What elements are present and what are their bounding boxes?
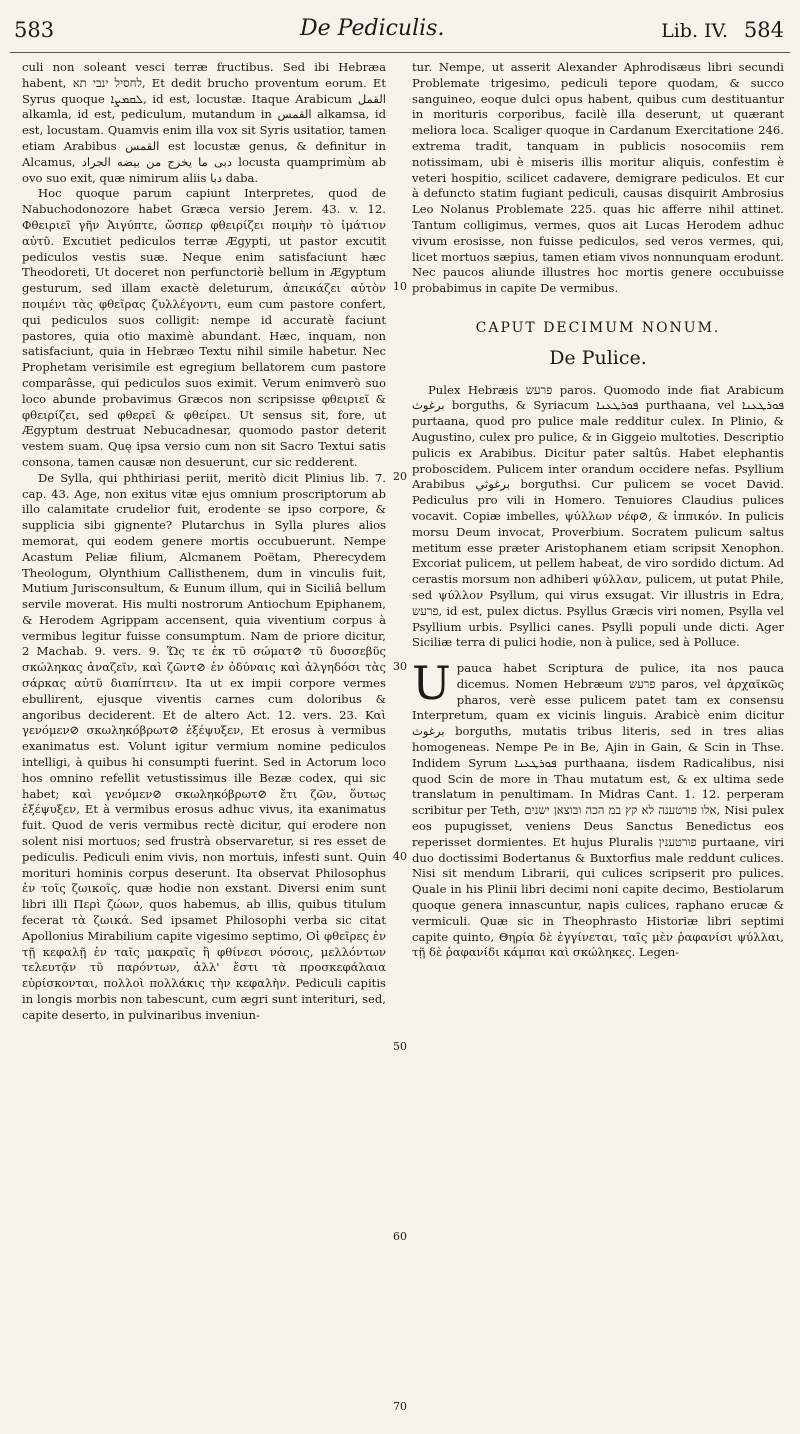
page-number-left: 583 — [14, 18, 55, 42]
chapter-summary: Pulex Hebræis פרעש paros. Quomodo inde fiat Arabicum برغوث borguths, & Syriacum ܦܘܪܛܥܢܐ purthaana, vel ܦܘܪܛܥܢܐ purtaana, quod pro pulice male redditur culex. In Plinio, & Augustino, culex pro pulice, & in Giggeio multoties. Descriptio pulicis ex Arabibus. Dicitur pater saltûs. Habet elephantis proboscidem. Pulicem inter orandum occidere nefas. Psyllium Arabibus برغوثي borguthsi. Cur pulicem se vocet David. Pediculus pro vili in Homero. Tenuiores Claudius pulices vocavit. Copiæ imbelles, ψύλλων νέφ⊘, & ἱππικόν. In pulicis morsu Deum invocat, Proverbium. Socratem pulicum saltus metitum esse præter Aristophanem etiam scripsit Xenophon. Excoriat pulicem, ut pellem habeat, de viro sordido dictum. Ad cerastis morsum non adhiberi ψύλλαν, pulicem, ut putat Phile, sed ψύλλον Psyllum, qui virus exsugat. Vir illustris in Edra, פרעש, id est, pulex dictus. Psyllus Græcis viri nomen, Psylla vel Psyllium urbis. Psyllici canes. Psylli populi unde dicti. Ager Siciliæ terra di pulici hodie, non à pulice, sed à Polluce. — [412, 382, 785, 650]
page-number-right: 584 — [743, 18, 784, 42]
right-column — [412, 60, 784, 961]
running-header — [0, 12, 800, 52]
chapter-text — [412, 656, 784, 961]
book-number: Lib. IV. — [661, 20, 728, 42]
drop-cap: U — [412, 656, 451, 711]
line-number: 60 — [393, 1230, 407, 1243]
running-title: De Pediculis. — [300, 16, 445, 41]
line-number: 40 — [393, 850, 407, 863]
chapter-subtitle: De Pulice. — [549, 346, 647, 369]
line-number: 20 — [393, 470, 407, 483]
chapter-title: CAPUT DECIMUM NONUM. — [475, 319, 721, 336]
left-column — [22, 60, 386, 1024]
paragraph: tur. Nempe, ut asserit Alexander Aphrodisæus libri secundi Problemate trigesimo, pediculi tepore quodam, & succo sanguineo, eoque dulci opus habent, quibus cum destituantur in morituris corporibus, facilè illa deserunt, ut quærant meliora loca. Scaliger quoque in Cardanum Exercitatione 246. extrema tradit, tanquam in publicis nosocomiis rem notissimam, ubi è miseris illis moritur aliquis, confestim è veteri hospitio, scilicet cadavere, demigrare pediculos. Et cur à defuncto statim fugiant pediculi, causas disquirit Ambrosius Leo Nolanus Problemate 225. quas hic afferre nihil attinet. Tantum colligimus, vermes, quos ait Lucas Herodem adhuc vivum erosisse, non fuisse pediculos, sed veros vermes, qui, licet mortuos sæpius, tamen etiam vivos nonnunquam erodunt. Nec paucos aliunde illustres hoc mortis genere occubuisse probabimus in capite De vermibus. — [412, 60, 784, 296]
line-number: 10 — [393, 280, 407, 293]
line-number: 30 — [393, 660, 407, 673]
paragraph: De Sylla, qui phthiriasi periit, meritò dicit Plinius lib. 7. cap. 43. Age, non exitus vitæ ejus omnium proscriptorum ab illo calamitate crudelior fuit, erodente se ipso corpore, & supplicia sibi gignente? Plutarchus in Sylla plures alios memorat, qui eodem genere mortis occubuerunt. Nempe Acastum Peliæ filium, Alcmanem Poëtam, Pherecydem Theologum, Olynthium Callisthenem, dum in vinculis fuit, Mutium Jurisconsultum, & Eunum illum, qui in Siciliâ bellum servile moverat. His multi nostrorum Antiochum Epiphanem, & Herodem Agrippam accensent, quia viventium corpus à vermibus legitur fuisse consumptum. Nam de priore dicitur, 2 Machab. 9. vers. 9. Ὥς τε ἐκ τῦ σώματ⊘ τῦ δυσσεβῦς σκώληκας ἀναζεῖν, καὶ ζῶντ⊘ ἐν ὀδύναις καὶ ἀλγηδόσι τὰς σάρκας αὐτῦ διαπίπτειν. Ita ut ex impii corpore vermes ebullirent, ejusque viventis carnes cum doloribus & angoribus deciderent. Et de altero Act. 12. vers. 23. Καὶ γενόμεν⊘ σκωληκόβρωτ⊘ ἐξέψυξεν, Et erosus à vermibus exanimatus est. Volunt igitur vermium nomine pediculos intelligi, à quibus hi consumpti fuerint. Sed in Actorum loco hos omnino refellit vetustissimus ille Bezæ codex, qui sic habet; καὶ γενόμεν⊘ σκωληκόβρωτ⊘ ἔτι ζῶν, ὅυτως ἐξέψυξεν, Et à vermibus erosus adhuc vivus, ita exanimatus fuit. Quod de veris vermibus rectè dicitur, qui erodere non solent nisi mortuos; sed frustrà observaretur, si res esset de pediculis. Pediculi enim vivis, non mortuis, infesti sunt. Quin morituri hominis corpus deserunt. Ita observat Philosophus ἐν τοῖς ζωικοῖς, quæ hodie non exstant. Diversi enim sunt libri illi Περὶ ζώων, quos habemus, ab illis, quibus titulum fecerat τὰ ζωικά. Sed ipsamet Philosophi verba sic citat Apollonius Mirabilium capite vigesimo septimo, Οἱ φθεῖρες ἐν τῇ κεφαλῇ ἐν ταῖς μακραῖς ἢ φθίνεσι νόσοις, μελλόντων τελευτᾷν τῦ παρόντων, ἀλλ' ἔστι τὰ προσκεφάλαια εὑρίσκονται, πολλοὶ πολλάκις τὴν κεφαλὴν. Pediculi capitis in longis morbis non tabescunt, cum ægri sunt interituri, sed, capite deserto, in pulvinaribus inveniun- — [22, 470, 386, 1022]
header-rule — [10, 52, 790, 53]
paragraph: culi non soleant vesci terræ fructibus. Sed ibi Hebræa habent, לחסיל ינבי תא, Et dedit brucho proventum eorum. Et Syrus quoque ܠܩܡܨܐ, id est, locustæ. Itaque Arabicum القمل alkamla, id est, pediculum, mutandum in القمس alkamsa, id est, locustam. Quamvis enim illa vox sit Syris usitatior, tamen etiam Arabibus القمس est locustæ genus, & definitur in Alcamus, دبى ما يخرج من بيضه الجراد locusta quamprimùm ab ovo suo exit, quæ nimirum aliis دبا daba. — [22, 60, 386, 185]
line-number: 50 — [393, 1040, 407, 1053]
paragraph: Hoc quoque parum capiunt Interpretes, quod de Nabuchodonozore habet Græca versio Jerem. 43. v. 12. Φθειριεῖ γῆν Ἀιγύπτε, ὥσπερ φθειρίζει ποιμὴν τὸ ἱμάτιον αὐτῦ. Excutiet pediculos terræ Ægypti, ut pastor excutit pediculos vestis suæ. Neque enim satisfaciunt hæc Theodoreti, Ut doceret non perfunctoriè bellum in Ægyptum gesturum, sed illam exactè deleturum, ἀπεικάζει αὐτὸν ποιμένι τὰς φθεῖρας ζυλλέγοντι, eum cum pastore confert, qui pediculos suos colligit: nempe id accuratè faciunt pastores, quia otio maximè abundant. Hæc, inquam, non satisfaciunt, quia in Hebræo Textu nihil simile habetur. Nec Prophetam verisimile est egregium bellatorem cum pastore comparâsse, qui pediculos suos eximit. Verum enimverò suo loco abunde probavimus Græcos non scripsisse φθειριεῖ & φθειρίζει, sed φθερεῖ & φθείρει. Ut sensus sit, fore, ut Ægyptum destruat Nebucadnesar, quomodo pastor deterit vestem suam. Quę ipsa versio cum non sit Sacro Textui satis consona, tamen causæ non desuerunt, cur sic redderent. — [22, 186, 386, 469]
chapter-body: pauca habet Scriptura de pulice, ita nos pauca dicemus. Nomen Hebræum פרעש paros, vel ἀρχαϊκῶς pharos, verè esse pulicem patet tam ex consensu Interpretum, quam ex vicinis linguis. Arabicè enim dicitur برغوث borguths, mutatis tribus literis, sed in tres alias homogeneas. Nempe Pe in Be, Ajin in Gain, & Scin in Thse. Indidem Syrum ܦܘܪܛܥܢܐ purthaana, iisdem Radicalibus, nisi quod Scin de more in Thau mutatum est, & ex ultima sede translatum in penultimam. In Midras Cant. 1. 12. perperam scribitur per Teth, אלו פורטענה לא קץ במ הכה ובוצאן ישנים, Nisi pulex eos pupugisset, veniens Deus Sanctus Benedictus eos reperisset dormientes. Et hujus Pluralis פורטענין purtaane, viri duo doctissimi Bodertanus & Buxtorfius male reddunt culices. Nisi sit mendum Librarii, qui culices scripserit pro pulices. Quale in his Plinii libri decimi noni capite decimo, Bestiolarum quoque genera innascuntur, napis culices, raphano erucæ & vermiculi. Quæ sic in Theophrasto Historiæ libri septimi capite quinto, Θηρία δὲ ἐγγίνεται, ταῖς μὲν ῥαφανίσι ψύλλαι, τῇ δὲ ῥαφανίδι κάμπαι καὶ σκώληκες. Legen- — [412, 661, 784, 960]
line-number: 70 — [393, 1400, 407, 1413]
